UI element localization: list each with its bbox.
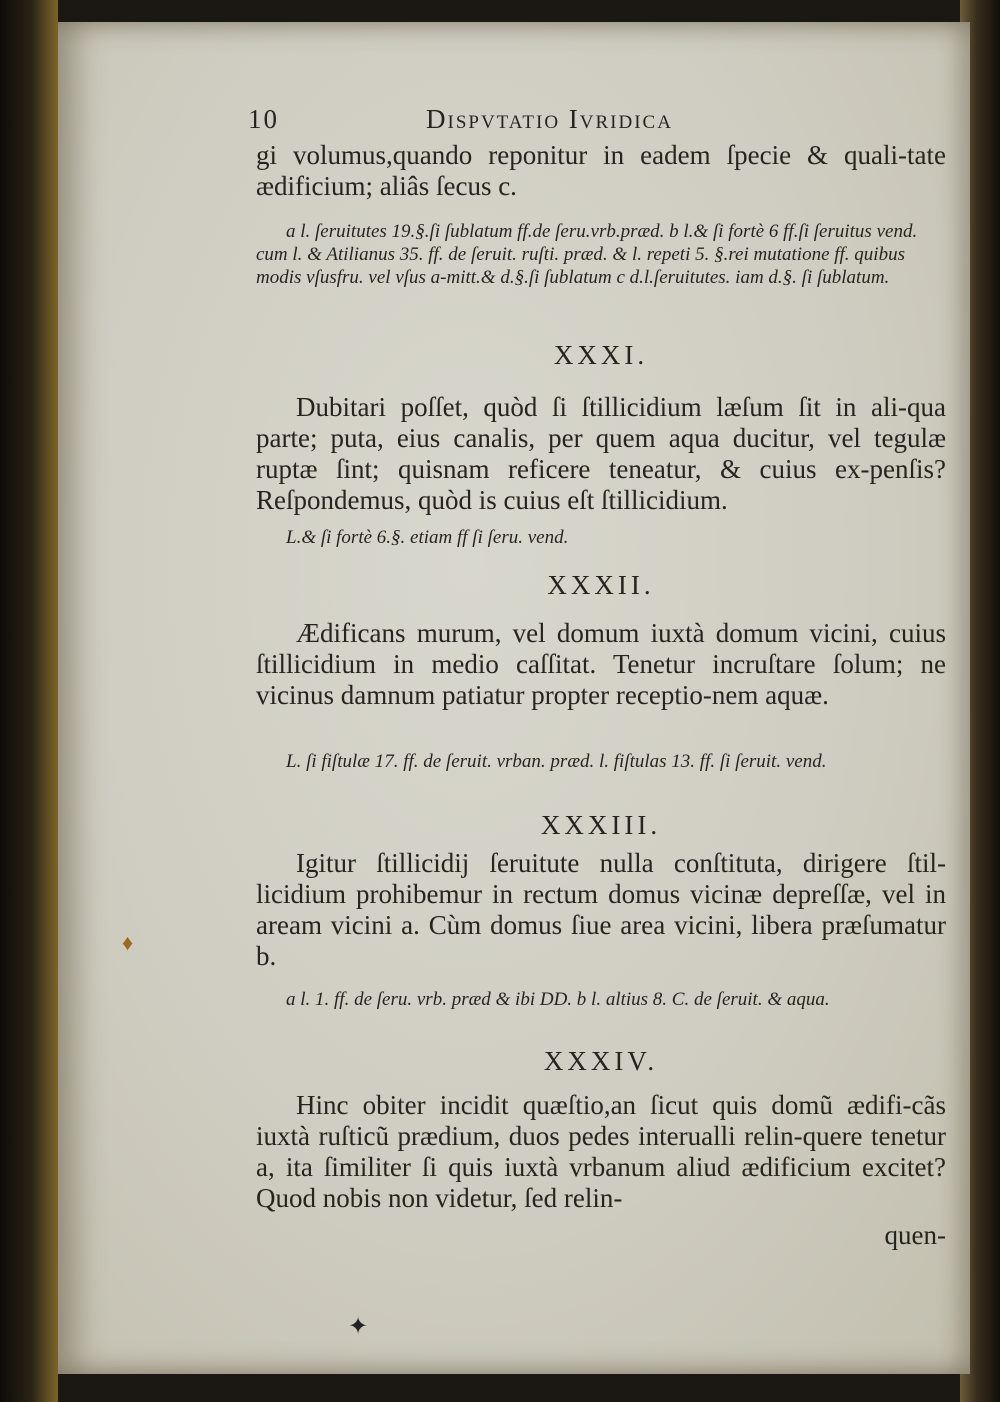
section-heading: XXXI.: [553, 340, 649, 370]
paragraph-block: [256, 618, 946, 711]
catchword: quen-: [884, 1220, 946, 1250]
footnote: a l. 1. ff. de ſeru. vrb. præd & ibi DD. b l. altius 8. C. de ſeruit. & aqua.: [286, 989, 830, 1010]
ink-flourish-icon: ✦: [348, 1314, 369, 1340]
paragraph: gi volumus,quando reponitur in eadem ſpecie & quali-tate ædificium; aliâs ſecus c.: [256, 140, 946, 201]
stain-mark-icon: ♦: [122, 930, 134, 955]
book-page: [58, 22, 970, 1374]
footnote-block: [256, 526, 946, 549]
section-heading: XXXIII.: [540, 810, 662, 840]
section-heading: XXXIV.: [543, 1046, 659, 1076]
paragraph: Ædificans murum, vel domum iuxtà domum vicini, cuius ſtillicidium in medio caſſitat. Tenetur incruſtare ſolum; ne vicinus damnum patiatur propter receptio-nem aquæ.: [256, 618, 946, 710]
paragraph-block: [256, 392, 946, 516]
paragraph: Hinc obiter incidit quæſtio,an ſicut quis domũ ædifi-cãs iuxtà ruſticũ prædium, duos pedes interualli relin-quere tenetur a, ita ſimiliter ſi quis iuxtà vrbanum aliud ædificium excitet? Quod nobis non videtur, ſed relin-: [256, 1090, 946, 1213]
paragraph-block: [256, 1090, 946, 1214]
paragraph-continuation: [256, 140, 946, 202]
section-heading: XXXII.: [547, 570, 655, 600]
paragraph: Igitur ſtillicidij ſeruitute nulla conſtituta, dirigere ſtil-licidium prohibemur in rectum domus vicinæ depreſſæ, vel in aream vicini a. Cùm domus ſiue area vicini, libera præſumatur b.: [256, 848, 946, 971]
footnote: L.& ſi fortè 6.§. etiam ff ſi ſeru. vend.: [286, 527, 569, 548]
footnote-block: [256, 750, 946, 773]
footnote: a l. ſeruitutes 19.§.ſi ſublatum ff.de ſeru.vrb.præd. b l.& ſi fortè 6 ff.ſi ſeruitus vend. cum l. & Atilianus 35. ff. de ſeruit. ruſti. præd. & l. repeti 5. §.rei mutatione ff. quibus modis vſusfru. vel vſus a-mitt.& d.§.ſi ſublatum c d.l.ſeruitutes. iam d.§. ſi ſublatum.: [256, 221, 918, 288]
page-number: 10: [248, 104, 279, 134]
paragraph-block: [256, 848, 946, 972]
book-binding-edge: [0, 0, 58, 1402]
footnote-block: [256, 988, 946, 1011]
paragraph: Dubitari poſſet, quòd ſi ſtillicidium læſum ſit in ali-qua parte; puta, eius canalis, per quem aqua ducitur, vel tegulæ ruptæ ſint; quisnam reficere teneatur, & cuius ex-penſis? Reſpondemus, quòd is cuius eſt ſtillicidium.: [256, 392, 946, 515]
footnote: L. ſi fiſtulæ 17. ff. de ſeruit. vrban. præd. l. fiſtulas 13. ff. ſi ſeruit. vend.: [286, 751, 827, 772]
footnote-block: [256, 220, 946, 289]
running-title: Dispvtatio Ivridica: [426, 104, 673, 134]
catchword-line: [256, 1220, 946, 1251]
